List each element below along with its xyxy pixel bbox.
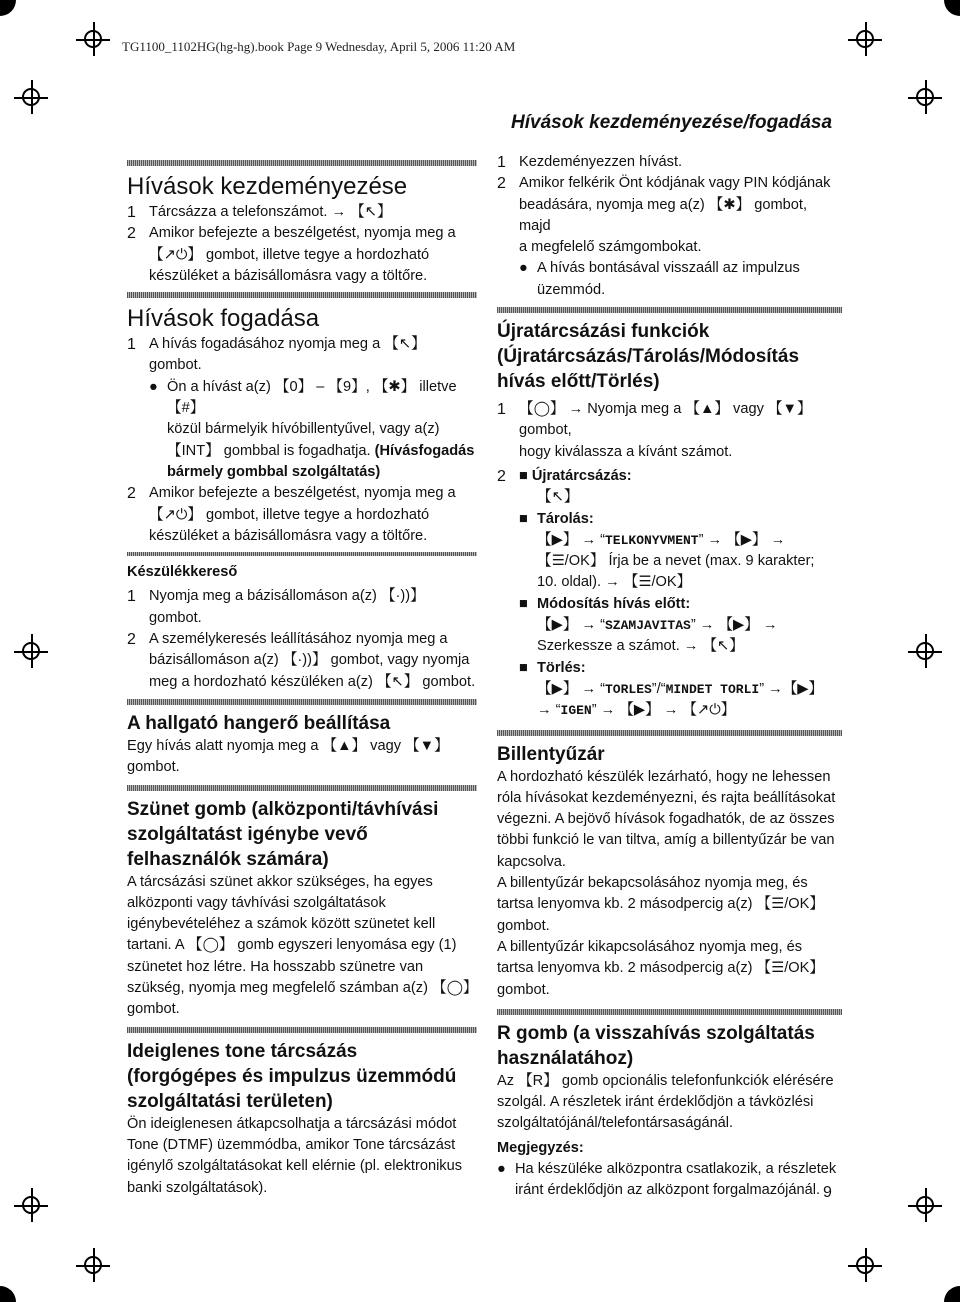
crop-mark (0, 0, 16, 16)
text-line: 【INT】 gombbal is fogadhatja. (Hívásfogadás (167, 442, 475, 459)
crop-mark (0, 1286, 16, 1302)
text-line: gombot. (149, 357, 202, 374)
text-line: Egy hívás alatt nyomja meg a 【▲】 vagy 【▼】 (127, 737, 449, 754)
registration-mark-left-mid (22, 642, 40, 660)
text-line: gombot. (497, 917, 550, 934)
text-line: 【☰/OK】 Írja be a nevet (max. 9 karakter; (537, 553, 815, 570)
text-line: bázisállomáson a(z) 【·))】 gombot, vagy nyomja (149, 652, 470, 669)
step: 2 Amikor befejezte a beszélgetést, nyomja meg a (127, 225, 456, 243)
step: 1 Nyomja meg a bázisállomáson a(z) 【·))】 gombot. (127, 588, 425, 626)
bullet-item: ● A hívás bontásával visszaáll az impulzus (519, 260, 800, 277)
section-bar (127, 1027, 477, 1033)
text-line: szolgáltatójánál/telefontársaságánál. (497, 1115, 734, 1132)
section-title: A hallgató hangerő beállítása (127, 712, 391, 734)
text-line: tartani. A 【◯】 gomb egyszeri lenyomása egy (1) (127, 937, 457, 954)
text-line: → “IGEN” → 【▶】 → 【↗⏻】 (537, 702, 736, 719)
step: 1 Kezdeményezzen hívást. (497, 154, 683, 171)
square-item: ■ Törlés: (497, 658, 842, 679)
text-line: szünetet hoz létre. Ha hosszabb szünetre van (127, 958, 424, 975)
registration-mark-bottom-right (856, 1256, 874, 1274)
step: 2 Amikor felkérik Önt kódjának vagy PIN kódjának (497, 175, 831, 193)
square-bullet-icon: ■ (519, 510, 528, 527)
text-line: 10. oldal). → 【☰/OK】 (537, 574, 692, 591)
text-line: Tone (DTMF) üzemmódba, amikor Tone tárcsázást (127, 1136, 456, 1153)
subsection-title: Készülékkereső (127, 564, 238, 581)
square-item: ■ Módosítás hívás előtt: (497, 594, 842, 615)
text-line: róla hívásokat kezdeményezni, és rajta beállításokat (497, 789, 836, 806)
text-line: banki szolgáltatások). (127, 1179, 268, 1196)
section-title: szolgáltatási területen) (127, 1090, 333, 1112)
text-line: A billentyűzár bekapcsolásához nyomja meg, és (497, 875, 808, 892)
bullet-item: ● Ha készüléke alközpontra csatlakozik, a részletek (497, 1160, 837, 1177)
section-bar (497, 1009, 842, 1015)
text-line: tartsa lenyomva kb. 2 másodpercig a(z) 【☰/OK】 (497, 896, 824, 913)
text-line: A billentyűzár kikapcsolásához nyomja meg, és (497, 938, 803, 955)
text-line: készüléket a bázisállomásra vagy a töltőre. (149, 527, 428, 544)
registration-mark-right-upper (916, 88, 934, 106)
text-line: bármely gombbal szolgáltatás) (167, 463, 381, 480)
section-title: szolgáltatást igénybe vevő (127, 823, 368, 845)
text-line: A hordozható készülék lezárható, hogy ne lehessen (497, 768, 831, 785)
section-title: Billentyűzár (497, 743, 605, 765)
section-bar (127, 785, 477, 791)
text-line: 【↖】 (537, 489, 579, 506)
section-title: Ideiglenes tone tárcsázás (127, 1040, 358, 1062)
text-line: 【▶】 → “SZAMJAVITAS” → 【▶】 → (537, 617, 778, 634)
registration-mark-left-upper (22, 88, 40, 106)
registration-mark-right-mid (916, 642, 934, 660)
step: 2 A személykeresés leállításához nyomja meg a (127, 631, 448, 649)
text-line: többi funkció le van tiltva, amíg a billentyűzár be van (497, 832, 835, 849)
text-line: gombot. (127, 1001, 180, 1018)
section-bar (127, 160, 477, 166)
step: 2 ■ Újratárcsázás: (497, 466, 842, 487)
square-bullet-icon: ■ (519, 659, 528, 676)
text-line: üzemmód. (537, 281, 606, 298)
text-line: Szerkessze a számot. → 【↖】 (537, 638, 744, 655)
text-line: 【▶】 → “TORLES”/“MINDET TORLI” →【▶】 (537, 680, 824, 697)
step: 1 A hívás fogadásához nyomja meg a 【↖】 (127, 336, 426, 354)
text-line: igénybevételéhez a számok között szünetet kell (127, 916, 436, 933)
section-title: (forgógépes és impulzus üzemmódú (127, 1065, 457, 1087)
registration-mark-right-lower (916, 1196, 934, 1214)
text-line: A tárcsázási szünet akkor szükséges, ha egyes (127, 873, 433, 890)
text-line: szükség, nyomja meg megfelelő számban a(z) 【◯】 (127, 980, 478, 997)
registration-mark-bottom-left (84, 1256, 102, 1274)
section-title: Hívások fogadása (127, 305, 320, 333)
text-line: szolgál. A részletek iránt érdeklődjön a távközlési (497, 1094, 814, 1111)
step: 2 Amikor befejezte a beszélgetést, nyomja meg a (127, 485, 456, 503)
step: 1 Tárcsázza a telefonszámot. → 【↖】 (127, 204, 392, 221)
section-title: hívás előtt/Törlés) (497, 371, 660, 393)
square-item: ■ Tárolás: (497, 509, 842, 530)
section-title: (Újratárcsázás/Tárolás/Módosítás (497, 346, 800, 368)
text-line: készüléket a bázisállomásra vagy a töltőre. (149, 267, 428, 284)
section-title: felhasználók számára) (127, 848, 329, 870)
text-line: a megfelelő számgombokat. (519, 239, 702, 256)
crop-mark (944, 0, 960, 16)
section-title: Szünet gomb (alközponti/távhívási (127, 798, 439, 820)
text-line: tartsa lenyomva kb. 2 másodpercig a(z) 【☰/OK】 (497, 960, 824, 977)
right-column (497, 152, 842, 1202)
section-bar (127, 292, 477, 298)
page-number: 9 (823, 1184, 832, 1201)
text-line: közül bármelyik hívóbillentyűvel, vagy a(z) (167, 421, 440, 438)
running-head: Hívások kezdeményezése/fogadása (511, 112, 833, 133)
registration-mark-left-lower (22, 1196, 40, 1214)
text-line: hogy kiválassza a kívánt számot. (519, 443, 733, 460)
section-bar (127, 552, 477, 556)
section-bar (127, 699, 477, 705)
section-title: Hívások kezdeményezése (127, 173, 408, 200)
text-line: meg a hordozható készüléken a(z) 【↖】 gombot. (149, 673, 476, 690)
text-line: 【↗⏻】 gombot, illetve tegye a hordozható (149, 246, 430, 263)
left-column (127, 160, 477, 1199)
text-line: Ön ideiglenesen átkapcsolhatja a tárcsázási módot (127, 1115, 457, 1132)
section-title: használatához) (497, 1047, 634, 1069)
text-line: kapcsolva. (497, 853, 566, 870)
section-bar (497, 307, 842, 313)
text-line: 【↗⏻】 gombot, illetve tegye a hordozható (149, 506, 430, 523)
file-info-line: TG1100_1102HG(hg-hg).book Page 9 Wednesday, April 5, 2006 11:20 AM (122, 39, 516, 54)
text-line: alközponti vagy távhívási szolgáltatások (127, 894, 386, 911)
text-line: Az 【R】 gomb opcionális telefonfunkciók elérésére (497, 1072, 834, 1089)
text-line: végezni. A bejövő hívások fogadhatók, de az összes (497, 811, 835, 828)
note-title: Megjegyzés: (497, 1139, 584, 1156)
text-line: 【▶】 → “TELKONYVMENT” → 【▶】 → (537, 531, 786, 548)
bullet-item: ● Ön a hívást a(z) 【0】 – 【9】, 【✱】 illetve 【#】 (149, 378, 457, 417)
registration-mark-top-left (84, 30, 102, 48)
section-title: R gomb (a visszahívás szolgáltatás (497, 1022, 815, 1044)
text-line: igénylő szolgáltatásokat kell elérnie (pl. elektronikus (127, 1158, 463, 1175)
text-line: beadására, nyomja meg a(z) 【✱】 gombot, majd (519, 196, 808, 234)
registration-mark-top-right (856, 30, 874, 48)
square-bullet-icon: ■ (519, 595, 528, 612)
section-bar (497, 730, 842, 736)
section-title: Újratárcsázási funkciók (497, 321, 710, 343)
step: 1 【◯】 → Nyomja meg a 【▲】 vagy 【▼】 gombot, (497, 401, 812, 439)
crop-mark (944, 1286, 960, 1302)
text-line: gombot. (497, 981, 550, 998)
text-line: gombot. (127, 759, 180, 776)
square-bullet-icon: ■ (519, 467, 532, 484)
text-line: iránt érdeklődjön az alközpont forgalmazójánál. (515, 1182, 821, 1199)
